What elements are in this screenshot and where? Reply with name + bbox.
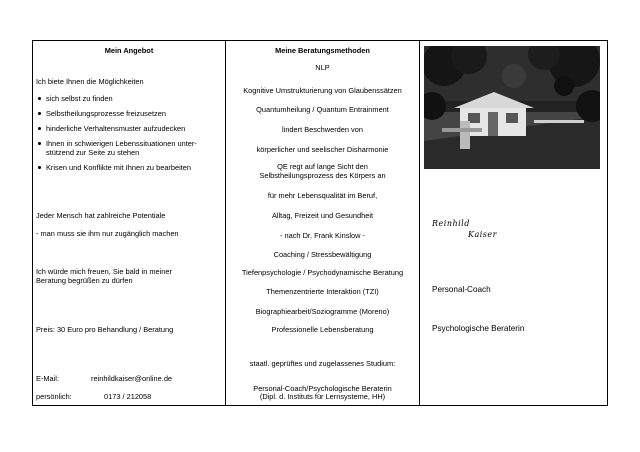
welcome-line-1: Ich würde mich freuen, Sie bald in meiner <box>36 267 172 276</box>
phone-value: 0173 / 212058 <box>104 392 152 401</box>
method-line: Selbstheilungsprozess des Körpers an <box>259 171 386 180</box>
garden-house-photo <box>424 46 600 169</box>
method-line: Personal-Coach/Psychologische Beraterin <box>253 384 392 393</box>
flyer-table <box>32 40 608 406</box>
method-line: Tiefenpsychologie / Psychodynamische Beratung <box>241 268 404 277</box>
method-line: (Dipl. d. Instituts für Lernsysteme, HH) <box>259 392 386 401</box>
email-label: E-Mail: <box>36 374 59 383</box>
method-line: staatl. geprüftes und zugelassenes Studium: <box>249 359 396 368</box>
profile-column <box>420 41 607 405</box>
phone-label: persönlich: <box>36 392 72 401</box>
potential-text-2: - man muss sie ihm nur zugänglich machen <box>36 229 179 238</box>
list-item: Ihnen in schwierigen Lebenssituationen unter- <box>36 139 197 148</box>
method-line: lindert Beschwerden von <box>282 125 363 134</box>
signature-first-name: Reinhild <box>432 219 470 228</box>
list-item: Selbstheilungsprozesse freizusetzen <box>36 109 197 118</box>
signature-last-name: Kaiser <box>468 230 497 239</box>
method-line: NLP <box>315 63 330 72</box>
list-item: hinderliche Verhaltensmuster aufzudecken <box>36 124 197 133</box>
method-line: für mehr Lebensqualität im Beruf, <box>267 191 378 200</box>
offer-intro: Ich biete Ihnen die Möglichkeiten <box>36 77 144 86</box>
method-line: Professionelle Lebensberatung <box>271 325 374 334</box>
welcome-line-2: Beratung begrüßen zu dürfen <box>36 276 133 285</box>
method-line: körperlicher und seelischer Disharmonie <box>256 145 389 154</box>
method-line: Kognitive Umstrukturierung von Glaubenssätzen <box>243 86 402 95</box>
potential-text: Jeder Mensch hat zahlreiche Potentiale <box>36 211 166 220</box>
method-line: Coaching / Stressbewältigung <box>273 250 372 259</box>
method-line: Quantumheilung / Quantum Entrainment <box>256 105 389 114</box>
role-psychological-advisor: Psychologische Beraterin <box>432 324 525 333</box>
offer-list <box>36 94 197 178</box>
method-line: QE regt auf lange Sicht den <box>277 162 368 171</box>
list-item: sich selbst zu finden <box>36 94 197 103</box>
price-text: Preis: 30 Euro pro Behandlung / Beratung <box>36 325 174 334</box>
email-value: reinhildkaiser@online.de <box>91 374 173 383</box>
method-line: - nach Dr. Frank Kinslow - <box>279 231 366 240</box>
methods-column <box>226 41 420 405</box>
method-line: Themenzentrierte Interaktion (TZI) <box>266 287 379 296</box>
offer-heading: Mein Angebot <box>104 46 154 55</box>
method-line: Alltag, Freizeit und Gesundheit <box>271 211 374 220</box>
methods-heading: Meine Beratungsmethoden <box>275 46 370 55</box>
list-item-continuation: stützend zur Seite zu stehen <box>46 148 140 157</box>
list-item: Krisen und Konflikte mit Ihnen zu bearbeiten <box>36 163 197 172</box>
offer-column <box>33 41 226 405</box>
role-personal-coach: Personal-Coach <box>432 285 491 294</box>
method-line: Biographiearbeit/Soziogramme (Moreno) <box>255 307 390 316</box>
